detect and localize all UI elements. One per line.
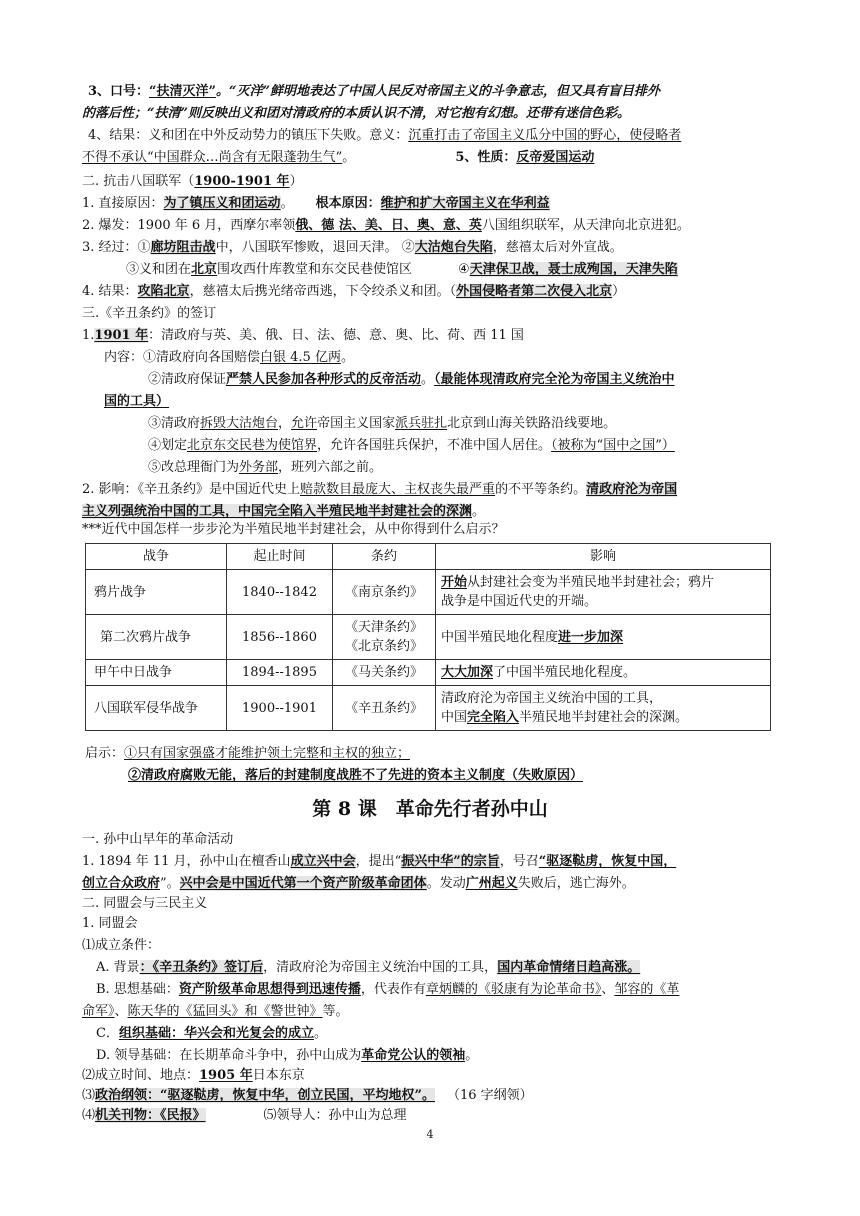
outbreak-line (82, 216, 690, 236)
table-row (86, 570, 771, 615)
text: 。 (465, 1048, 479, 1063)
table-header-row (86, 544, 771, 570)
section-heading (82, 172, 303, 192)
header-cell: 影响 (436, 544, 771, 570)
result-line (88, 126, 681, 146)
subheading (82, 936, 160, 956)
text: 进一步加深 (558, 629, 624, 645)
text: ：清政府与英、美、俄、日、法、德、意、奥、比、荷、西 11 国 (148, 328, 524, 343)
text: ④ (458, 262, 470, 277)
text: ⑸领导人：孙中山为总理 (263, 1108, 407, 1123)
slogan-line-2 (82, 104, 630, 124)
war-cell: 八国联军侵华战争 (86, 686, 227, 731)
section-heading (82, 830, 233, 850)
text: 了中国半殖民地化程度。 (493, 665, 637, 680)
founding-line (82, 1066, 305, 1086)
condition-line (96, 980, 679, 1000)
text: 等。 (322, 1004, 349, 1019)
text: 的不平等条约。 (495, 482, 587, 497)
text: 派兵驻扎 (395, 416, 448, 431)
text: 《北京条约》 (344, 639, 423, 654)
text: 攻陷北京 (137, 284, 190, 299)
text: 根本原因： (315, 196, 381, 211)
treaty-cell: 《南京条约》 (333, 570, 436, 615)
text: 中，八国联军惨败，退回天津。 ② (215, 240, 415, 255)
text: 半殖民地半封建社会的深渊。 (519, 710, 689, 725)
text: 维护和扩大帝国主义在华利益 (380, 196, 550, 211)
condition-line (96, 1046, 478, 1066)
text: 1. 同盟会 (82, 916, 138, 931)
text: 围攻西什库教堂和东交民巷使馆区 (217, 262, 413, 277)
text: 北京 (191, 262, 218, 277)
text: 1905 年 (199, 1068, 253, 1083)
lesson-title: 第 8 课 革命先行者孙中山 (312, 798, 548, 820)
text: 、 (114, 1004, 128, 1019)
text: 日本东京 (252, 1068, 305, 1083)
text: 三.《辛丑条约》的签订 (82, 306, 217, 321)
text: 大沽炮台失陷 (414, 240, 493, 255)
text: 2. 爆发：1900 年 6 月，西摩尔率领 (82, 218, 296, 233)
text: 沉重打击了帝国主义瓜分中国的野心，使侵略者 (408, 128, 682, 143)
text: 赔款数目最庞大、主权丧失最严重 (300, 482, 496, 497)
content-line (104, 392, 169, 412)
treaty-line (82, 326, 524, 346)
text: 的落后性；“扶清”则反映出义和团对清政府的本质认识不清，对它抱有幻想。还带有迷信色彩。 (82, 106, 630, 121)
outcome-line (82, 282, 625, 302)
condition-line (96, 958, 640, 978)
text: “驱逐鞑虏，恢复中国， (538, 854, 677, 869)
effect-cell (436, 660, 771, 686)
text: 帝国主义国家 (317, 416, 396, 431)
text: 机关刊物：《民报》 (95, 1108, 206, 1123)
text: 完全陷入 (467, 710, 520, 725)
section-heading (82, 304, 216, 324)
time-cell: 1840--1842 (227, 570, 333, 615)
content-line (148, 436, 675, 456)
text: 严禁人民参加各种形式的反帝活动 (226, 372, 422, 387)
cause-line (82, 194, 550, 214)
text: ”。 (160, 876, 180, 891)
text: 3. 经过：① (82, 240, 151, 255)
text: （被称为“国中之国”） (551, 438, 675, 453)
table-row (86, 615, 771, 660)
condition-line-2 (82, 1002, 349, 1022)
impact-line-2 (82, 502, 485, 522)
text: B. 思想基础： (96, 982, 179, 997)
text: ⑷ (82, 1108, 96, 1123)
text: 一. 孙中山早年的革命活动 (82, 832, 234, 847)
question-line (82, 520, 505, 540)
time-cell: 1900--1901 (227, 686, 333, 731)
condition-line (96, 1024, 327, 1044)
page-number: 4 (426, 1128, 434, 1141)
effect-cell (436, 570, 771, 615)
text: 1900-1901 年 (194, 174, 290, 189)
text: 5、性质： (455, 150, 517, 165)
text: 成立兴中会 (290, 854, 356, 869)
text: ，慈禧太后对外宣战。 (492, 240, 623, 255)
text: 外国侵略者第二次侵入北京 (456, 284, 613, 299)
treaty-cell (333, 615, 436, 660)
text: 拆毁大沽炮台 (200, 416, 279, 431)
text: 1. (82, 328, 95, 343)
text: 允许 (291, 416, 318, 431)
text: 主义列强统治中国的工具，中国完全陷入半殖民地半封建社会的深渊 (82, 504, 473, 519)
text: 陈天华的《猛回头》和《警世钟》 (127, 1004, 323, 1019)
text: 创立合众政府 (82, 876, 161, 891)
text: ③清政府 (148, 416, 201, 431)
text: 。“灭洋”鲜明地表达了中国人民反对帝国主义的斗争意志，但又具有盲目排外 (216, 84, 660, 99)
text: 启示： (85, 746, 125, 761)
text: ，清政府沦为帝国主义统治中国的工具， (263, 960, 498, 975)
text: 广州起义 (465, 876, 518, 891)
text: 为了镇压义和团运动 (163, 196, 281, 211)
content-line (148, 458, 382, 478)
text: ”的宗旨 (453, 854, 500, 869)
text: 振兴中华 (401, 854, 454, 869)
content-line (148, 414, 616, 434)
effect-cell (436, 615, 771, 660)
effect-cell (436, 686, 771, 731)
text: 、 (601, 982, 615, 997)
text: 1. 直接原因： (82, 196, 164, 211)
content-line (104, 348, 354, 368)
text: 。 (340, 350, 354, 365)
treaty-cell: 《马关条约》 (333, 660, 436, 686)
header-cell: 起止时间 (227, 544, 333, 570)
text: ⑶ (82, 1088, 96, 1103)
text: ⑵成立时间、地点： (82, 1068, 200, 1083)
text: 大大加深 (441, 665, 494, 680)
text: 。 (342, 150, 356, 165)
text: ，班列六部之前。 (278, 460, 383, 475)
result-line-2 (82, 148, 594, 168)
insight-line-2 (128, 766, 583, 786)
text: 清政府沦为帝国主义统治中国的工具， (441, 691, 663, 706)
text: 组织基础：华兴会和光复会的成立 (118, 1026, 314, 1041)
text: 廊坊阻击战 (150, 240, 216, 255)
header-cell: 战争 (86, 544, 227, 570)
text: A. 背景 (96, 960, 140, 975)
text: D. 领导基础：在长期革命斗争中，孙中山成为 (96, 1048, 362, 1063)
text: 战争是中国近代史的开端。 (441, 594, 598, 609)
time-cell: 1894--1895 (227, 660, 333, 686)
text: ：《辛丑条约》签订后 (139, 960, 264, 975)
section-heading (82, 894, 207, 914)
text: 反帝爱国运动 (516, 150, 595, 165)
header-cell: 条约 (333, 544, 436, 570)
text: 1901 年 (94, 328, 149, 343)
text: 北京东交民巷为使馆界 (187, 438, 318, 453)
slogan-line (88, 82, 660, 102)
text: 天津保卫战，聂士成殉国，天津失陷 (469, 262, 678, 277)
text: ，提出“ (355, 854, 402, 869)
text: 2. 影响：《辛丑条约》是中国近代史上 (82, 482, 301, 497)
text: 邹容的《革 (614, 982, 680, 997)
text: 内容：①清政府向各国赔偿 (104, 350, 261, 365)
text: 国的工具） (104, 394, 170, 409)
text: 中国 (441, 710, 468, 725)
text: 政治纲领：“驱逐鞑虏，恢复中华，创立民国，平均地权”。 (95, 1088, 435, 1103)
text: ⑤改总理衙门为 (148, 460, 240, 475)
text: ①只有国家强盛才能维护领土完整和主权的独立； (124, 746, 411, 761)
text: ，号召 (499, 854, 539, 869)
text: 二. 同盟会与三民主义 (82, 896, 208, 911)
text: 4. 结果： (82, 284, 138, 299)
text: ***近代中国怎样一步步沦为半殖民地半封建社会，从中你得到什么启示？ (82, 522, 505, 537)
text: ④划定 (148, 438, 188, 453)
text: ⑴成立条件： (82, 938, 161, 953)
text: 清政府沦为帝国 (586, 482, 678, 497)
text: （最能体现清政府完全沦为帝国主义统治中 (434, 372, 675, 387)
text: ②清政府腐败无能，落后的封建制度战胜不了先进的资本主义制度（失败原因） (128, 768, 584, 783)
text: 。发动 (426, 876, 466, 891)
text: 二. 抗击八国联军（ (82, 174, 195, 189)
text: ， (278, 416, 292, 431)
early-activity-line-2 (82, 874, 635, 894)
text: 革命党公认的领袖 (361, 1048, 466, 1063)
table-row (86, 660, 771, 686)
text: 白银 4.5 亿两 (260, 350, 341, 365)
text: 从封建社会变为半殖民地半封建社会；鸦片 (467, 575, 715, 590)
text: 《天津条约》 (344, 620, 423, 635)
text: 。 (313, 1026, 327, 1041)
table-row (86, 686, 771, 731)
text: 。 (280, 196, 294, 211)
text: ，允许各国驻兵保护，不准中国人居住。 (317, 438, 552, 453)
text: 开始 (441, 575, 468, 590)
text: ） (289, 174, 303, 189)
text: 外务部 (239, 460, 279, 475)
text: 失败后，逃亡海外。 (517, 876, 635, 891)
content-line (148, 370, 675, 390)
process-line-2 (126, 260, 678, 280)
text: ②清政府保证 (148, 372, 227, 387)
text: 俄、德 法、美、日、奥、意、英 (295, 218, 482, 233)
text: ，代表作有 (360, 982, 426, 997)
subheading (82, 914, 138, 934)
text: 命军》 (82, 1004, 115, 1019)
journal-line (82, 1106, 407, 1126)
text: C． (96, 1026, 119, 1041)
text: 。 (421, 372, 435, 387)
text: 4、结果：义和团在中外反动势力的镇压下失败。意义： (88, 128, 409, 143)
text: 不得不承认“中国群众…尚含有无限蓬勃生气” (82, 150, 343, 165)
text: 资产阶级革命思想得到迅速传播 (178, 982, 361, 997)
wars-table (85, 543, 771, 731)
program-line (82, 1086, 533, 1106)
text: 3、口号： (88, 84, 150, 99)
text: 章炳麟的《驳康有为论革命书》 (425, 982, 602, 997)
text: 北京到山海关铁路沿线要地。 (447, 416, 617, 431)
time-cell: 1856--1860 (227, 615, 333, 660)
text: 。 (472, 504, 486, 519)
war-cell: 甲午中日战争 (86, 660, 227, 686)
text: 八国组织联军，从天津向北京进犯。 (481, 218, 690, 233)
text: ，慈禧太后携光绪帝西逃，下令绞杀义和团。（ (189, 284, 457, 299)
war-cell: 鸦片战争 (86, 570, 227, 615)
text: 中国半殖民地化程度 (441, 629, 559, 645)
process-line (82, 238, 623, 258)
text: 1. 1894 年 11 月，孙中山在檀香山 (82, 854, 291, 869)
text: 国内革命情绪日趋高涨。 (497, 960, 641, 975)
text: ） (612, 284, 626, 299)
text: （16 字纲领） (446, 1088, 533, 1103)
insight-line (85, 744, 410, 764)
early-activity-line (82, 852, 676, 872)
impact-line (82, 480, 677, 500)
text: 兴中会是中国近代第一个资产阶级革命团体 (179, 876, 427, 891)
war-cell: 第二次鸦片战争 (86, 615, 227, 660)
treaty-cell: 《辛丑条约》 (333, 686, 436, 731)
slogan: “扶清灭洋” (149, 84, 217, 99)
text: ③义和团在 (126, 262, 192, 277)
